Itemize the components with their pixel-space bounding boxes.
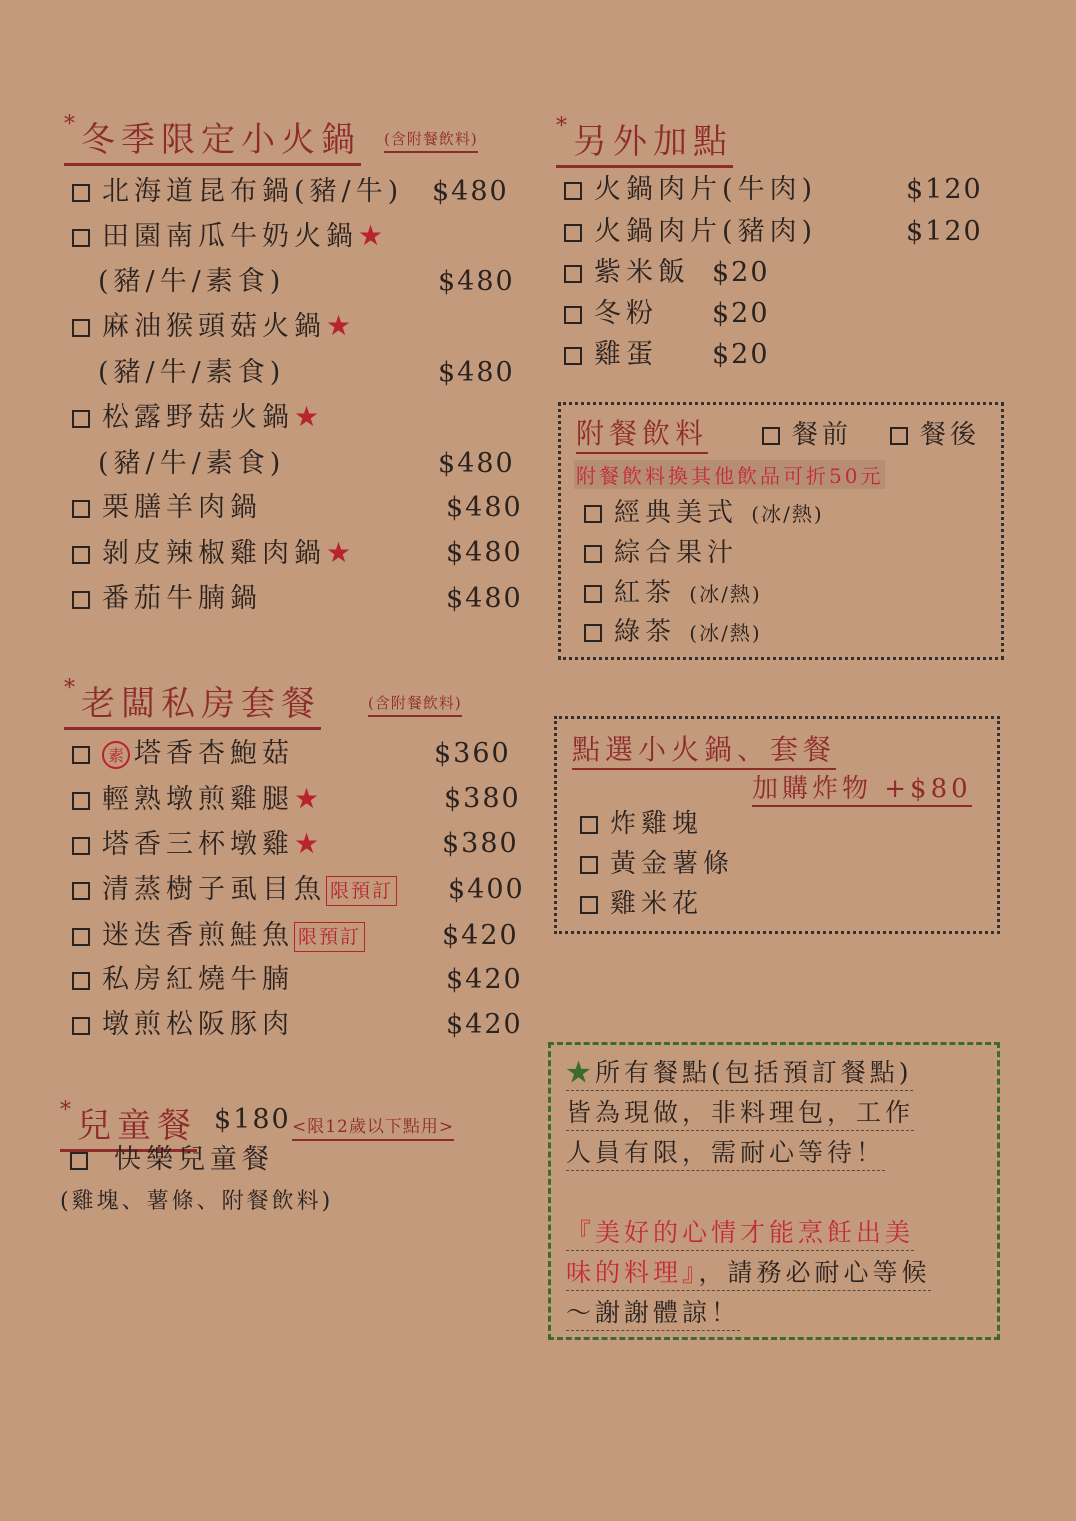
star-icon: ★ — [294, 782, 320, 815]
checkbox[interactable] — [564, 306, 582, 324]
drink-item[interactable]: 紅茶 (冰/熱) — [584, 575, 762, 611]
checkbox[interactable] — [580, 816, 598, 834]
addon-item[interactable]: 黃金薯條 — [580, 846, 734, 882]
item-price: $420 — [446, 964, 523, 995]
item-price: $420 — [442, 920, 519, 951]
item-price: $400 — [448, 874, 525, 905]
asterisk-icon: * — [556, 114, 567, 139]
asterisk-icon: * — [60, 1098, 71, 1123]
menu-item[interactable]: 迷迭香煎鮭魚 限預訂 — [72, 918, 365, 954]
checkbox[interactable] — [72, 229, 90, 247]
star-icon: ★ — [294, 827, 320, 860]
item-price: $480 — [432, 176, 509, 207]
star-icon: ★ — [326, 536, 352, 569]
checkbox[interactable] — [564, 182, 582, 200]
item-price: $360 — [434, 738, 511, 769]
menu-item[interactable]: 雞蛋 — [564, 337, 658, 373]
checkbox[interactable] — [72, 792, 90, 810]
menu-item[interactable]: 素 塔香杏鮑菇 — [72, 736, 294, 772]
notice-line: ～謝謝體諒！ — [566, 1296, 740, 1331]
menu-item[interactable]: 輕熟墩煎雞腿★ — [72, 781, 319, 817]
star-icon: ★ — [294, 400, 320, 433]
drink-timing-after[interactable]: 餐後 — [890, 414, 980, 451]
item-options: (豬/牛/素食) — [98, 448, 286, 479]
item-price: $380 — [444, 783, 521, 814]
drink-item[interactable]: 綜合果汁 — [584, 535, 738, 571]
item-price: $480 — [438, 266, 515, 297]
notice-line: 人員有限，需耐心等待！ — [566, 1136, 885, 1171]
checkbox[interactable] — [72, 410, 90, 428]
item-price: $480 — [438, 448, 515, 479]
vegetarian-badge: 素 — [102, 741, 130, 769]
addon-item[interactable]: 雞米花 — [580, 886, 703, 922]
reservation-tag: 限預訂 — [294, 922, 365, 952]
menu-item[interactable]: 火鍋肉片(牛肉) — [564, 172, 817, 208]
menu-item[interactable]: 冬粉 — [564, 296, 658, 332]
kids-desc: (雞塊、薯條、附餐飲料) — [60, 1189, 334, 1214]
boss-note: (含附餐飲料) — [368, 692, 462, 717]
checkbox[interactable] — [890, 427, 908, 445]
menu-item[interactable]: 剝皮辣椒雞肉鍋★ — [72, 535, 351, 571]
checkbox[interactable] — [580, 856, 598, 874]
checkbox[interactable] — [72, 746, 90, 764]
checkbox[interactable] — [564, 265, 582, 283]
boss-title: * 老闆私房套餐 — [64, 676, 321, 730]
checkbox[interactable] — [72, 500, 90, 518]
menu-item[interactable]: 松露野菇火鍋★ — [72, 399, 319, 435]
checkbox[interactable] — [564, 347, 582, 365]
addon-item[interactable]: 炸雞塊 — [580, 806, 703, 842]
winter-title: * 冬季限定小火鍋 — [64, 112, 361, 166]
checkbox[interactable] — [72, 972, 90, 990]
kids-price: $180 — [214, 1104, 291, 1135]
item-options: (豬/牛/素食) — [98, 266, 286, 297]
star-icon: ★ — [358, 219, 384, 252]
checkbox[interactable] — [584, 545, 602, 563]
menu-item[interactable]: 清蒸樹子虱目魚 限預訂 — [72, 872, 397, 908]
reservation-tag: 限預訂 — [326, 876, 397, 906]
item-price: $120 — [906, 174, 983, 205]
drinks-title: 附餐飲料 — [576, 412, 708, 454]
star-icon: ★ — [566, 1058, 596, 1087]
item-price: $480 — [438, 357, 515, 388]
kids-note: <限12歲以下點用> — [292, 1112, 454, 1141]
menu-item[interactable]: 私房紅燒牛腩 — [72, 962, 294, 998]
item-price: $480 — [446, 583, 523, 614]
checkbox[interactable] — [762, 427, 780, 445]
star-icon: ★ — [326, 309, 352, 342]
checkbox[interactable] — [72, 319, 90, 337]
menu-item[interactable]: 火鍋肉片(豬肉) — [564, 214, 817, 250]
addon-subtitle: 加購炸物 +$80 — [752, 768, 972, 807]
checkbox[interactable] — [72, 591, 90, 609]
menu-item[interactable]: 田園南瓜牛奶火鍋★ — [72, 218, 383, 254]
menu-item[interactable]: 紫米飯 — [564, 255, 690, 291]
checkbox[interactable] — [584, 585, 602, 603]
checkbox[interactable] — [72, 1017, 90, 1035]
item-price: $20 — [712, 257, 770, 288]
menu-item[interactable]: 番茄牛腩鍋 — [72, 581, 262, 617]
checkbox[interactable] — [564, 224, 582, 242]
item-price: $420 — [446, 1009, 523, 1040]
drink-item[interactable]: 綠茶 (冰/熱) — [584, 614, 762, 650]
checkbox[interactable] — [580, 896, 598, 914]
menu-item[interactable]: 墩煎松阪豚肉 — [72, 1007, 294, 1043]
winter-note: (含附餐飲料) — [384, 128, 478, 153]
checkbox[interactable] — [72, 184, 90, 202]
menu-item[interactable]: 北海道昆布鍋(豬/牛) — [72, 174, 403, 210]
menu-item[interactable]: 麻油猴頭菇火鍋★ — [72, 308, 351, 344]
notice-quote: 『美好的心情才能烹飪出美 — [566, 1216, 914, 1251]
notice-line: ★所有餐點(包括預訂餐點) — [566, 1056, 913, 1091]
checkbox[interactable] — [584, 624, 602, 642]
item-price: $480 — [446, 492, 523, 523]
notice-line: 味的料理』，請務必耐心等候 — [566, 1256, 931, 1291]
checkbox[interactable] — [72, 837, 90, 855]
notice-line: 皆為現做，非料理包，工作 — [566, 1096, 914, 1131]
checkbox[interactable] — [72, 546, 90, 564]
item-price: $120 — [906, 216, 983, 247]
checkbox[interactable] — [72, 882, 90, 900]
checkbox[interactable] — [70, 1152, 88, 1170]
drink-item[interactable]: 經典美式 (冰/熱) — [584, 495, 824, 531]
item-price: $380 — [442, 828, 519, 859]
kids-title: * 兒童餐 — [60, 1098, 197, 1152]
item-price: $480 — [446, 537, 523, 568]
asterisk-icon: * — [64, 112, 75, 137]
addon-title: 點選小火鍋、套餐 — [572, 728, 836, 770]
drink-timing-before[interactable]: 餐前 — [762, 414, 852, 451]
item-price: $20 — [712, 339, 770, 370]
item-options: (豬/牛/素食) — [98, 357, 286, 388]
menu-item[interactable]: 栗膳羊肉鍋 — [72, 490, 262, 526]
menu-item[interactable]: 快樂兒童餐 — [70, 1142, 274, 1178]
item-price: $20 — [712, 298, 770, 329]
checkbox[interactable] — [72, 928, 90, 946]
extra-title: * 另外加點 — [556, 114, 733, 168]
asterisk-icon: * — [64, 676, 75, 701]
drinks-promo: 附餐飲料換其他飲品可折50元 — [574, 460, 885, 489]
checkbox[interactable] — [584, 505, 602, 523]
menu-item[interactable]: 塔香三杯墩雞★ — [72, 826, 319, 862]
